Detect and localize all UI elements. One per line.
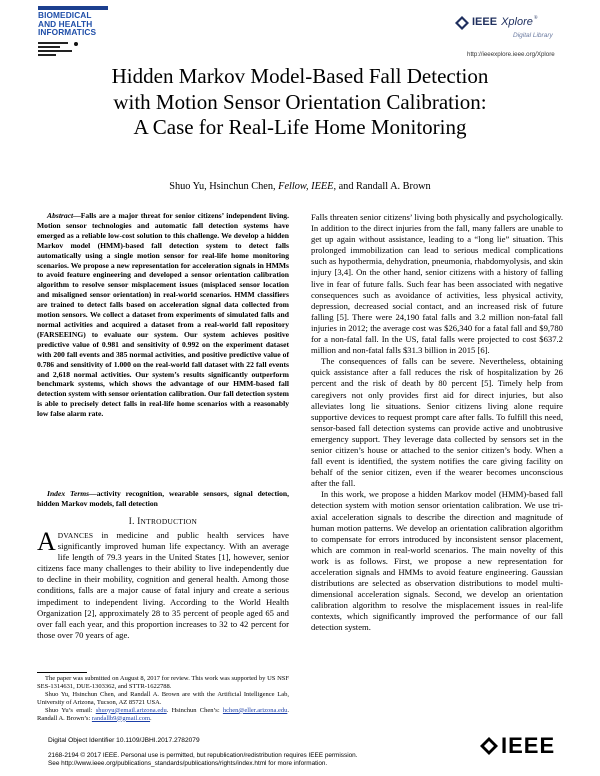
footnote-divider — [37, 672, 87, 673]
xplore-url[interactable]: http://ieeexplore.ieee.org/Xplore — [467, 51, 555, 58]
footnote-emails — [37, 707, 289, 723]
ieee-logo — [480, 733, 555, 759]
author-list — [40, 181, 560, 192]
right-column-body — [311, 212, 563, 634]
journal-logo — [38, 6, 120, 58]
xplore-reg: ® — [533, 16, 538, 21]
journal-name-line-1: BIOMEDICAL — [38, 10, 92, 20]
intro-caps: DVANCES — [57, 531, 94, 540]
journal-name-line-2: AND HEALTH — [38, 18, 93, 29]
section-heading-introduction — [37, 516, 289, 526]
xplore-tagline: Digital Library — [513, 32, 553, 39]
authors-part-1: Shuo Yu, Hsinchun Chen, — [169, 181, 279, 192]
abstract-label: Abstract — [47, 211, 74, 220]
email-link-shuo-yu[interactable]: shuoyu@email.arizona.edu — [95, 706, 167, 714]
index-terms-body: —activity recognition, wearable sensors, signal detection, hidden Markov models, fall detection — [37, 489, 290, 508]
authors-fellow: Fellow, IEEE — [278, 181, 334, 192]
intro-body: in medicine and public health services have significantly improved human life expectancy. With an average life length of 79.3 years in the United States [1], however, senior citizens face many challenges to their ability to live independently due to decline in their mobility, cognition and general health. Among those conditions, falls are a major cause of fatal injury and create a serious impediment to independent living. According to the World Health Organization [2], approximately 28 to 35 percent of people aged 65 and over fall each year, and this proportion increases to 32 to 42 percent for those over 70 years of age. — [37, 530, 289, 640]
section-title-rest: NTRODUCTION — [140, 517, 198, 526]
index-terms — [37, 489, 289, 509]
email-intro: Shuo Yu’s email: — [45, 706, 96, 714]
email-link-randall-brown[interactable]: randallb9@gmail.com — [91, 714, 151, 722]
paper-title — [40, 64, 560, 141]
title-line-3: A Case for Real-Life Home Monitoring — [133, 115, 467, 139]
right-paragraph-3: In this work, we propose a hidden Markov model (HMM)-based fall detection system with motion sensor orientation calibration. We use tri-axial acceleration signals to describe the direction and magnitude of human motion patterns. We develop an orientation calibration algorithm to compensate for errors introduced by inconsistent sensor placement, which are common in real-world scenarios. The main novelty of this work is as follows. First, we propose a new representation for acceleration signals and HMMs to avoid feature engineering. Gaussian distributions are selected as observation distributions to model multi-dimensional acceleration signals. Second, we develop an orientation calibration algorithm to resolve the misplacement issues in real-life contexts, which significantly improved the performance of our fall detection system. — [311, 489, 563, 633]
ieee-diamond-icon — [480, 737, 498, 755]
copyright-notice — [48, 752, 518, 768]
abstract-body: —Falls are a major threat for senior citizens’ independent living. Motion sensor technologies and automatic fall detection systems have emerged as a reliable low-cost solution to this challenge. We develop a hidden Markov model (HMM)-based fall detection system to detect falls automatically using a single motion sensor for real-life home monitoring scenarios. We propose a new representation for acceleration signals in HMMs to avoid feature engineering and developed a sensor orientation calibration algorithm to resolve sensor misplacement issues (misplaced sensor location and misaligned sensor orientation) in real-world scenarios. HMM classifiers are trained to detect falls based on acceleration signal data collected from motion sensors. We collect a dataset from experiments of simulated falls and normal activities and acquired a dataset from a real-world fall repository (FARSEEING) to evaluate our system. Our system achieves positive predictive value of 0.981 and sensitivity of 0.992 on the experiment dataset with 200 fall events and 385 normal activities, and positive predictive value of 0.786 and sensitivity of 1.000 on the real-world fall dataset with 22 fall events and 2,618 normal activities. Our system’s results significantly outperform benchmark systems, which shows the advantage of our HMM-based fall detection system with sensor orientation calibration. Our fall detection system is able to precisely detect falls in real-life home scenarios with a reasonably low false alarm rate. — [37, 211, 289, 419]
doi: Digital Object Identifier 10.1109/JBHI.2017.2782079 — [48, 737, 200, 744]
email-sep-2: . Randall A. Brown’s: — [37, 706, 289, 722]
xplore-brand: IEEE — [472, 16, 498, 28]
section-number: I. I — [128, 516, 141, 526]
email-end: . — [150, 714, 152, 722]
xplore-name: Xplore — [501, 16, 533, 28]
footnote-2: Shuo Yu, Hsinchun Chen, and Randall A. Brown are with the Artificial Intelligence Lab, University of Arizona, Tucson, AZ 85721 USA. — [37, 690, 289, 706]
footnote-1: The paper was submitted on August 8, 2017 for review. This work was supported by US NSF SES-1314631, DUE-1303362, and STTR-1622788. — [37, 675, 289, 690]
copyright-line-2: See http://www.ieee.org/publications_standards/publications/rights/index.html for more information. — [48, 760, 328, 768]
ieee-logo-text: IEEE — [501, 733, 556, 758]
copyright-line-1: 2168-2194 © 2017 IEEE. Personal use is permitted, but republication/redistribution requires IEEE permission. — [48, 752, 358, 759]
email-link-hsinchun-chen[interactable]: hchen@eller.arizona.edu — [222, 706, 288, 714]
footnotes — [37, 675, 289, 722]
authors-part-2: , and Randall A. Brown — [333, 181, 431, 192]
ieee-xplore-logo — [455, 16, 575, 39]
right-paragraph-1: Falls threaten senior citizens’ living both physically and psychologically. In addition to the direct injuries from the fall, many fallers are unable to get up again without assistance, leading to a “long lie” situation. This prolonged immobilization can lead to serious medical complications such as hypothermia, dehydration, pneumonia, rhabdomyolysis, and skin injury [3,4]. On the other hand, senior citizens with a history of falling live in fear of future falls. Such fear has been associated with negative consequences such as avoidance of activities, less physical activity, depression, decreased social contact, and an increased risk of future falling [5]. There were 24,190 fatal falls and 3.2 million non-fatal fall injuries in 2012; the average cost was $26,340 for a fatal fall and $9,780 for a non-fatal fall. In the US, fatal falls were projected to cost $637.2 million and non-fatal falls $31.3 billion in 2015 [6]. — [311, 212, 563, 356]
xplore-diamond-icon — [455, 16, 469, 30]
drop-cap: A — [37, 527, 56, 556]
index-terms-label: Index Terms — [47, 489, 90, 498]
title-line-2: with Motion Sensor Orientation Calibration: — [113, 89, 487, 114]
society-seal-icon — [38, 40, 80, 58]
email-sep-1: . Hsinchun Chen’s: — [166, 706, 223, 714]
right-paragraph-2: The consequences of falls can be severe. Nevertheless, obtaining quick assistance after a fall reduces the risk of hospitalization by 26 percent and the risk of death by 80 percent [5]. Timely help from caregivers not only provides first aid for direct injuries, but also alleviates long lie situations. Senior citizens living alone require supportive devices to request prompt care after falls. To fulfill this need, sensor-based fall detection systems can provide active and unobtrusive emergency support. They leverage data collected by sensors set in the senior citizen’s house or attached to the senior citizen’s body. When a fall event is identified, the system notifies the care giving facility on behalf of the senior citizen, even if the wearer becomes unconscious after the fall. — [311, 356, 563, 489]
journal-name-line-3: INFORMATICS — [38, 27, 97, 38]
introduction-paragraph — [37, 527, 289, 641]
title-line-1: Hidden Markov Model-Based Fall Detection — [111, 64, 489, 88]
abstract — [37, 211, 289, 419]
